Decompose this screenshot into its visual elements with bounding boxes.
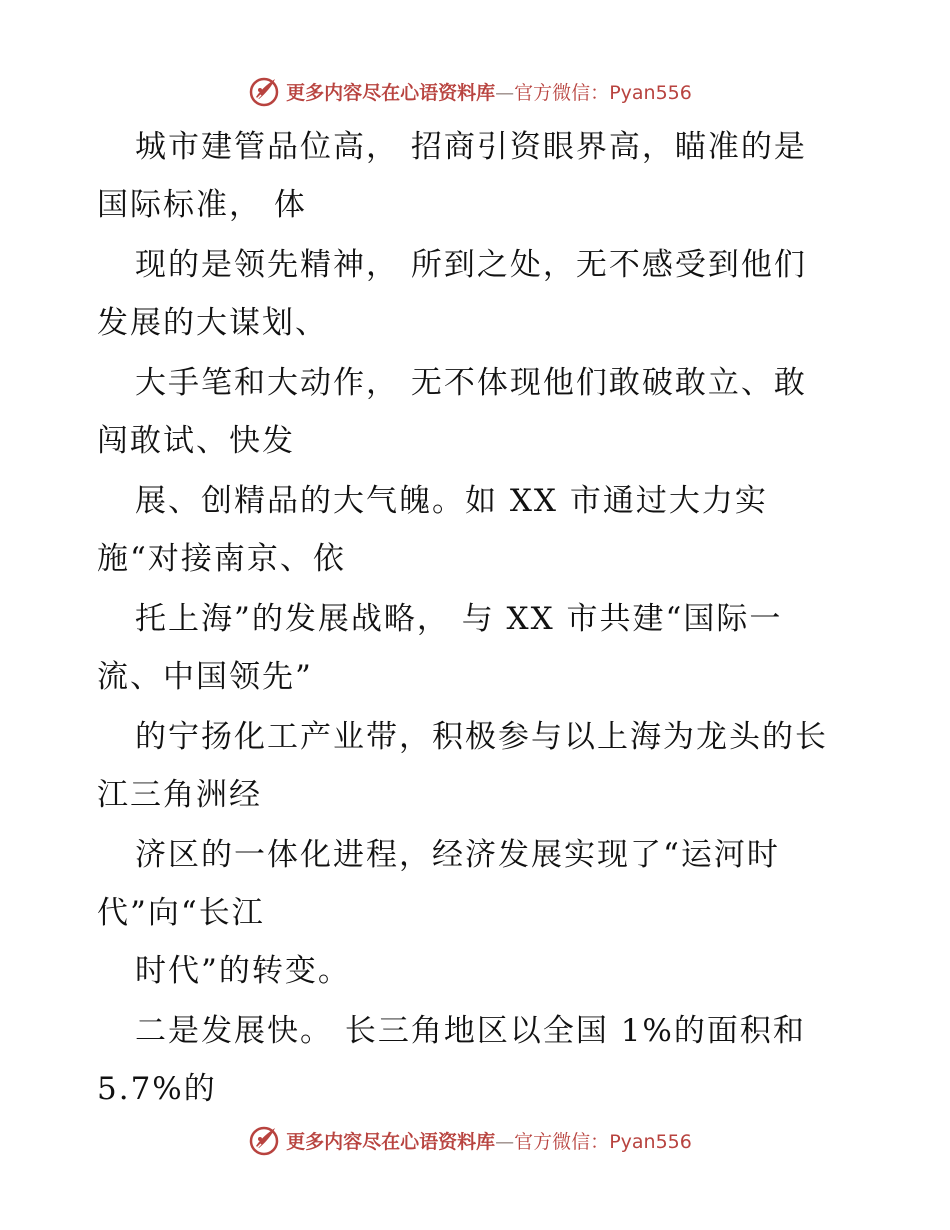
header-banner <box>0 71 950 111</box>
text-line-4: 发展的大谋划、 <box>97 305 328 341</box>
text-line-15: 时代”的转变。 <box>135 953 351 989</box>
header-banner-text <box>286 78 692 105</box>
footer-wechat-handle: Pyan556 <box>609 1130 692 1153</box>
footer-banner-inner <box>248 1124 692 1156</box>
text-line-13: 济区的一体化进程，经济发展实现了“运河时 <box>135 837 780 873</box>
footer-banner-text <box>286 1127 692 1154</box>
text-line-2: 国际标准， 体 <box>97 187 307 223</box>
text-line-14: 代”向“长江 <box>97 895 265 931</box>
header-brand: 更多内容尽在心语资料库 <box>286 81 496 104</box>
text-line-11: 的宁扬化工产业带，积极参与以上海为龙头的长 <box>135 719 828 755</box>
text-line-1: 城市建管品位高， 招商引资眼界高，瞄准的是 <box>135 129 807 165</box>
footer-banner <box>0 1120 950 1160</box>
text-line-9: 托上海”的发展战略， 与 XX 市共建“国际一 <box>135 601 783 637</box>
text-line-10: 流、中国领先” <box>97 659 313 695</box>
footer-dash: — <box>495 1130 515 1153</box>
quill-pen-logo-icon <box>248 75 280 107</box>
header-wechat-label: 官方微信： <box>514 81 610 104</box>
header-banner-inner <box>248 75 692 107</box>
text-line-5: 大手笔和大动作， 无不体现他们敢破敢立、敢 <box>135 365 807 401</box>
text-line-17: 5.7%的 <box>97 1071 217 1107</box>
text-line-6: 闯敢试、快发 <box>97 423 295 459</box>
text-line-7: 展、创精品的大气魄。如 XX 市通过大力实 <box>135 483 768 519</box>
text-line-8: 施“对接南京、依 <box>97 541 346 577</box>
quill-pen-logo-icon <box>248 1124 280 1156</box>
text-line-16: 二是发展快。 长三角地区以全国 1%的面积和 <box>135 1013 806 1049</box>
header-dash: — <box>495 81 515 104</box>
text-line-12: 江三角洲经 <box>97 777 262 813</box>
text-line-3: 现的是领先精神， 所到之处，无不感受到他们 <box>135 247 807 283</box>
footer-brand: 更多内容尽在心语资料库 <box>286 1130 496 1153</box>
footer-wechat-label: 官方微信： <box>514 1130 610 1153</box>
header-wechat-handle: Pyan556 <box>609 81 692 104</box>
